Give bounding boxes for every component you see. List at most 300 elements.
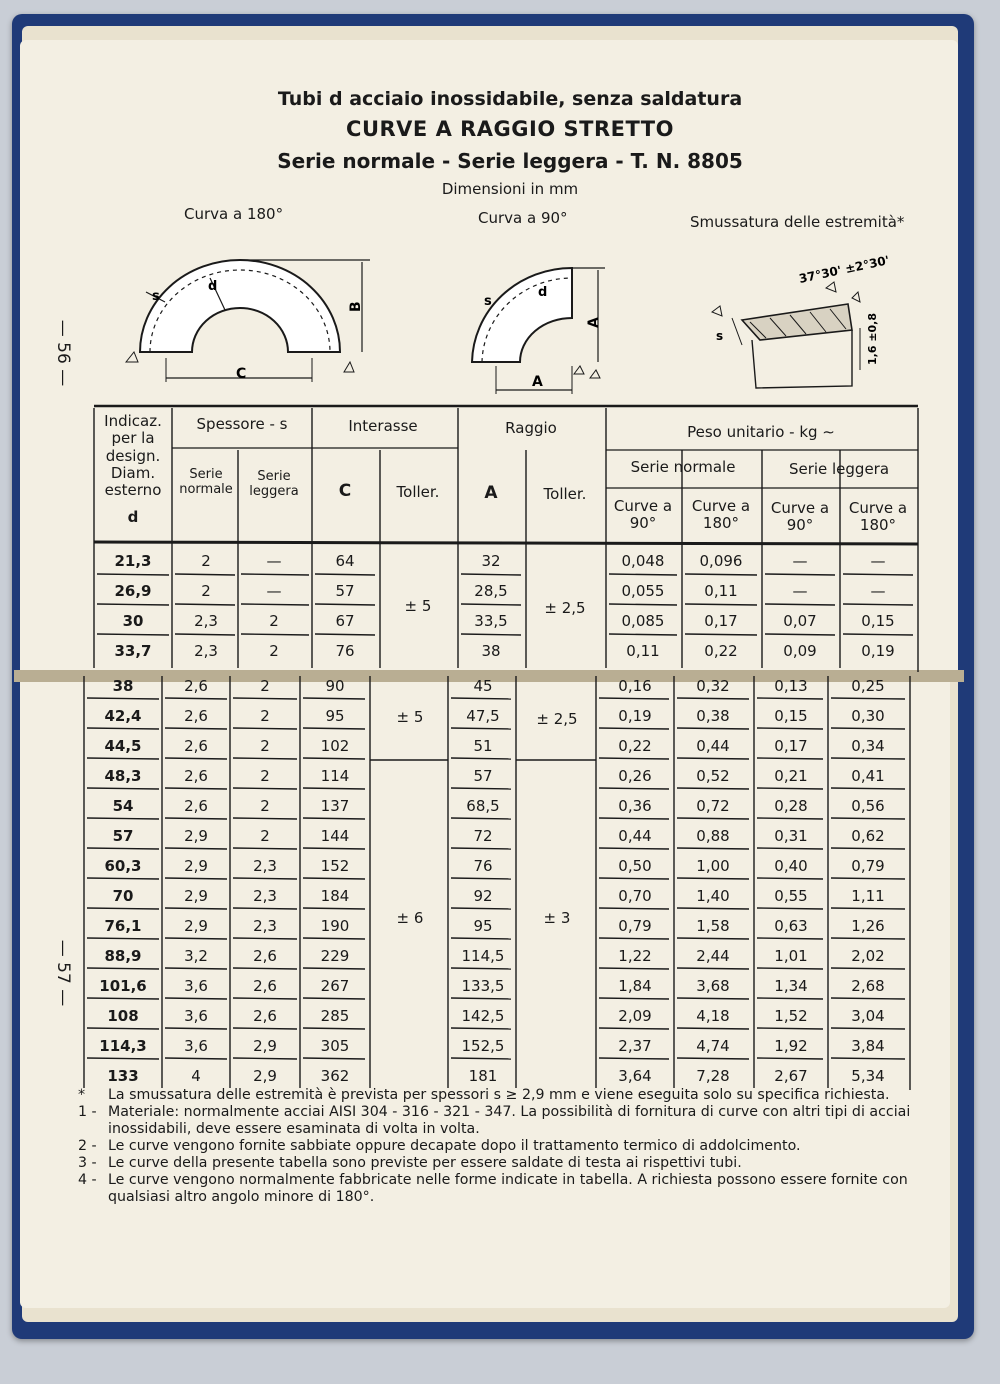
cell-kg-n180: 0,17 [704,612,738,630]
table-rule [94,542,918,544]
cell-s-normale: 2,9 [184,827,208,845]
cell-kg-n180: 0,11 [704,582,738,600]
cell-kg-l90: 0,21 [774,767,808,785]
cell-kg-n90: 0,26 [618,767,652,785]
cell-c: 305 [320,1037,350,1055]
hdr-interasse: Interasse [348,417,418,435]
table-rule [303,878,365,879]
cell-kg-l180: — [870,552,886,570]
cell-s-leggera: 2,3 [253,887,277,905]
table-rule [451,968,511,969]
table-rule [233,848,297,849]
cell-s-normale: 2,9 [184,917,208,935]
cell-s-leggera: 2 [260,767,270,785]
table-rule [451,788,511,789]
cell-kg-l180: 1,11 [851,887,885,905]
cell-s-leggera: 2 [269,642,279,660]
cell-diam: 30 [122,612,144,630]
cell-diam: 108 [107,1007,139,1025]
cell-kg-l90: 0,17 [774,737,808,755]
page-number-bottom: — 57 — [53,939,74,1007]
table-rule [757,878,823,879]
cell-c: 267 [320,977,350,995]
hdr-raggio: Raggio [505,419,557,437]
cell-diam: 54 [112,797,134,815]
table-rule [831,878,905,879]
cell-kg-n90: 0,085 [621,612,665,630]
table-rule [233,1028,297,1029]
table-rule [451,938,511,939]
table-rule [609,634,677,635]
cell-s-normale: 3,6 [184,1037,208,1055]
table-rule [831,728,905,729]
cell-diam: 70 [112,887,134,905]
table-rule [831,758,905,759]
cell-s-leggera: — [266,582,282,600]
table-rule [165,938,227,939]
table-rule [757,848,823,849]
table-rule [599,848,669,849]
cell-kg-l90: 0,40 [774,857,808,875]
title-line2: CURVE A RAGGIO STRETTO [346,117,674,141]
cell-diam: 114,3 [99,1037,147,1055]
table-rule [757,908,823,909]
table-rule [831,1058,905,1059]
table-rule [87,698,159,699]
cell-kg-n90: 0,19 [618,707,652,725]
table-rule [165,698,227,699]
curve90-a1: A [532,374,543,390]
cell-diam: 101,6 [99,977,147,995]
hdr-curve180b: Curve a 180° [848,499,908,535]
curve90-d: d [538,285,548,300]
cell-c: 152 [320,857,350,875]
table-rule [87,848,159,849]
hdr-curve90: Curve a 90° [613,497,673,533]
hdr-d: d [127,508,139,526]
table-rule [599,908,669,909]
note-star: * La smussatura delle estremità è prevista per spessori s ≥ 2,9 mm e viene eseguita solo su specifica richiesta. [78,1087,890,1103]
table-rule [599,698,669,699]
cell-kg-l180: 1,26 [851,917,885,935]
table-rule [87,818,159,819]
cell-a: 95 [473,917,493,935]
table-rule [677,818,749,819]
cell-kg-n90: 0,36 [618,797,652,815]
table-rule [87,968,159,969]
table-rule [87,998,159,999]
title-line1: Tubi d acciaio inossidabile, senza saldatura [277,88,743,110]
table-rule [599,968,669,969]
cell-s-leggera: 2,3 [253,917,277,935]
cell-kg-n90: 0,16 [618,677,652,695]
cell-kg-n90: 1,22 [618,947,652,965]
cell-kg-n180: 3,68 [696,977,730,995]
table-rule [757,938,823,939]
cell-kg-l180: 2,02 [851,947,885,965]
cell-kg-n180: 1,00 [696,857,730,875]
cell-kg-l180: 0,15 [861,612,895,630]
cell-kg-l90: 1,92 [774,1037,808,1055]
table-rule [233,758,297,759]
table-rule [87,938,159,939]
tol-top-a: ± 2,5 [544,599,586,617]
table-rule [599,878,669,879]
table-rule [831,998,905,999]
table-rule [165,1058,227,1059]
cell-kg-l90: 0,09 [783,642,817,660]
table-rule [843,604,913,605]
cell-a: 133,5 [461,977,505,995]
cell-s-leggera: 2,6 [253,1007,277,1025]
table-rule [233,1058,297,1059]
table-rule [609,574,677,575]
cell-diam: 76,1 [104,917,142,935]
cell-kg-n90: 0,44 [618,827,652,845]
table-rule [303,758,365,759]
cell-a: 45 [473,677,493,695]
page-number-top: — 56 — [53,319,74,387]
table-rule [831,968,905,969]
table-rule [233,968,297,969]
table-rule [233,998,297,999]
cell-kg-l180: 0,19 [861,642,895,660]
cell-s-leggera: 2 [260,797,270,815]
hdr-serie-leggera: Serie leggera [249,469,299,499]
table-rule [165,728,227,729]
curve180-label: Curva a 180° [184,205,284,223]
table-rule [315,604,375,605]
table-rule [677,788,749,789]
cell-diam: 60,3 [104,857,142,875]
table-rule [97,634,169,635]
table-rule [831,848,905,849]
table-rule [451,818,511,819]
table-rule [843,634,913,635]
curve90-a2: A [586,317,602,328]
cell-s-leggera: 2 [260,707,270,725]
cell-kg-l180: 0,41 [851,767,885,785]
table-rule [165,878,227,879]
table-rule [303,788,365,789]
cell-kg-n90: 0,055 [621,582,665,600]
table-rule [765,634,835,635]
cell-c: 144 [320,827,350,845]
table-rule [241,604,309,605]
cell-kg-l90: 0,07 [783,612,817,630]
table-rule [461,574,521,575]
table-rule [315,574,375,575]
table-rule [165,818,227,819]
cell-s-normale: 2,3 [194,612,218,630]
cell-kg-l180: 0,25 [851,677,885,695]
cell-kg-l180: 2,68 [851,977,885,995]
table-rule [677,998,749,999]
table-rule [757,1028,823,1029]
hdr-spessore: Spessore - s [196,415,288,433]
cell-c: 90 [325,677,345,695]
table-rule [677,698,749,699]
table-rule [451,998,511,999]
cell-kg-n180: 2,44 [696,947,730,965]
table-rule [241,574,309,575]
tol-top-c: ± 5 [404,597,432,615]
table-rule [303,728,365,729]
cell-s-normale: 2,6 [184,707,208,725]
curve90-s: s [484,294,492,309]
cell-kg-n180: 0,22 [704,642,738,660]
cell-kg-l90: 0,31 [774,827,808,845]
cell-kg-n180: 0,52 [696,767,730,785]
table-rule [843,574,913,575]
cell-s-normale: 2,6 [184,677,208,695]
hdr-curve90b: Curve a 90° [770,499,830,535]
note-1: 1 - Materiale: normalmente acciai AISI 304 - 316 - 321 - 347. La possibilità di fornitura di curve con altri tipi di acciai inossidabili, deve essere esaminata di volta in volta. [78,1104,911,1137]
table-rule [757,758,823,759]
table-rule [757,1058,823,1059]
table-rule [831,908,905,909]
table-rule [303,998,365,999]
table-rule [451,728,511,729]
cell-kg-n90: 0,50 [618,857,652,875]
cell-kg-l90: 2,67 [774,1067,808,1085]
cell-diam: 42,4 [104,707,142,725]
table-rule [831,788,905,789]
table-rule [757,998,823,999]
cell-kg-n180: 4,18 [696,1007,730,1025]
table-rule [165,848,227,849]
table-rule [685,604,757,605]
cell-s-normale: 3,2 [184,947,208,965]
table-rule [831,818,905,819]
tol-b2-a: ± 3 [543,909,571,927]
cell-kg-l180: 0,56 [851,797,885,815]
table-rule [765,604,835,605]
cell-s-leggera: 2,3 [253,857,277,875]
cell-c: 362 [320,1067,350,1085]
table-rule [757,818,823,819]
table-rule [451,848,511,849]
table-rule [303,1058,365,1059]
table-rule [233,938,297,939]
cell-a: 72 [473,827,493,845]
bevel-angle: 37°30' ±2°30' [797,253,891,286]
bevel-height: 1,6 ±0,8 [866,312,879,365]
table-rule [165,998,227,999]
cell-s-leggera: 2,6 [253,947,277,965]
table-rule [451,1058,511,1059]
cell-kg-n180: 1,58 [696,917,730,935]
cell-c: 76 [335,642,355,660]
cell-kg-l90: 1,52 [774,1007,808,1025]
curve180-s: s [152,289,160,304]
hdr-serie-normale: Serie normale [179,467,233,497]
table-rule [233,908,297,909]
cell-a: 28,5 [474,582,508,600]
cell-kg-n180: 0,44 [696,737,730,755]
cell-kg-n180: 4,74 [696,1037,730,1055]
cell-kg-n90: 0,70 [618,887,652,905]
cell-c: 229 [320,947,350,965]
cell-a: 181 [468,1067,498,1085]
table-rule [303,818,365,819]
cell-a: 142,5 [461,1007,505,1025]
cell-c: 137 [320,797,350,815]
cell-kg-l90: 1,01 [774,947,808,965]
cell-a: 68,5 [466,797,500,815]
table-rule [599,728,669,729]
hdr-curve180: Curve a 180° [691,497,751,533]
table-rule [831,1028,905,1029]
cell-kg-l180: 5,34 [851,1067,885,1085]
table-rule [175,604,235,605]
table-rule [831,938,905,939]
cell-diam: 133 [107,1067,139,1085]
tol-b1-c: ± 5 [396,708,424,726]
table-rule [599,938,669,939]
curve180-c: C [236,366,247,382]
table-rule [757,788,823,789]
table-rule [233,878,297,879]
cell-diam: 57 [112,827,134,845]
cell-diam: 21,3 [114,552,152,570]
table-rule [233,818,297,819]
table-rule [165,788,227,789]
tol-b2-c: ± 6 [396,909,424,927]
cell-c: 67 [335,612,355,630]
table-rule [87,1058,159,1059]
table-rule [233,788,297,789]
bevel-diagram [712,282,860,388]
notes [78,1087,918,1206]
cell-s-leggera: 2,6 [253,977,277,995]
cell-a: 57 [473,767,493,785]
table-rule [87,1028,159,1029]
table-rule [677,968,749,969]
title-line4: Dimensioni in mm [441,180,579,198]
cell-a: 47,5 [466,707,500,725]
table-rule [757,728,823,729]
cell-s-normale: 2,9 [184,887,208,905]
cell-kg-l180: 3,04 [851,1007,885,1025]
table-rule [677,848,749,849]
table-rule [451,1028,511,1029]
cell-kg-n90: 0,79 [618,917,652,935]
curve180-d: d [208,279,218,294]
table-rule [757,698,823,699]
table-rule [757,968,823,969]
cell-kg-n90: 2,37 [618,1037,652,1055]
table-rule [303,848,365,849]
cell-kg-n180: 0,88 [696,827,730,845]
cell-kg-n180: 0,32 [696,677,730,695]
cell-s-leggera: 2 [260,677,270,695]
table-rule [677,1058,749,1059]
hdr-indicaz: Indicaz. per la design. Diam. esterno [104,412,162,499]
bevel-label: Smussatura delle estremità* [690,213,905,231]
cell-c: 64 [335,552,355,570]
cell-a: 152,5 [461,1037,505,1055]
hdr-toller1: Toller. [396,483,440,501]
table-rule [87,728,159,729]
cell-kg-l180: 0,34 [851,737,885,755]
title-line3: Serie normale - Serie leggera - T. N. 8805 [277,149,743,173]
cell-kg-n180: 1,40 [696,887,730,905]
curve180-diagram [126,260,370,382]
cell-kg-l180: — [870,582,886,600]
cell-diam: 88,9 [104,947,142,965]
table-rule [165,1028,227,1029]
table-rule [451,758,511,759]
cell-kg-l180: 0,30 [851,707,885,725]
cell-s-normale: 2 [201,582,211,600]
cell-s-normale: 2,6 [184,737,208,755]
table-rule [303,1028,365,1029]
hdr-peso-leggera: Serie leggera [788,460,890,478]
cell-s-leggera: 2 [260,737,270,755]
cell-a: 38 [481,642,501,660]
tol-b1-a: ± 2,5 [536,710,578,728]
cell-c: 102 [320,737,350,755]
table-rule [599,758,669,759]
cell-diam: 44,5 [104,737,142,755]
table-rule [175,634,235,635]
table-rule [87,908,159,909]
table-rule [599,1028,669,1029]
table-rule [241,634,309,635]
cell-s-normale: 2,6 [184,767,208,785]
table-rule [165,908,227,909]
cell-kg-n90: 3,64 [618,1067,652,1085]
cell-a: 33,5 [474,612,508,630]
hdr-peso: Peso unitario - kg ∼ [687,423,835,441]
cell-a: 76 [473,857,493,875]
table-rule [599,998,669,999]
table-rule [599,788,669,789]
cell-diam: 48,3 [104,767,142,785]
cell-kg-l90: 1,34 [774,977,808,995]
table-rule [451,698,511,699]
hdr-a: A [484,483,498,503]
cell-a: 32 [481,552,501,570]
table-rule [87,758,159,759]
hdr-peso-normale: Serie normale [630,458,736,476]
curve90-label: Curva a 90° [478,209,568,227]
cell-kg-n90: 0,048 [621,552,665,570]
cell-s-normale: 2,3 [194,642,218,660]
cell-kg-l90: 0,55 [774,887,808,905]
cell-kg-l90: 0,63 [774,917,808,935]
cell-kg-l90: 0,13 [774,677,808,695]
cell-a: 114,5 [461,947,505,965]
table-rule [599,818,669,819]
cell-s-normale: 4 [191,1067,201,1085]
table-rule [233,698,297,699]
cell-kg-l90: — [792,582,808,600]
table-rule [165,968,227,969]
table-rule [677,728,749,729]
cell-kg-n90: 1,84 [618,977,652,995]
table-rule [609,604,677,605]
table-rule [765,574,835,575]
cell-kg-n90: 2,09 [618,1007,652,1025]
cell-kg-l180: 0,79 [851,857,885,875]
table-rule [677,1028,749,1029]
table-rule [165,758,227,759]
table-rule [233,728,297,729]
cell-kg-l90: 0,28 [774,797,808,815]
hdr-toller2: Toller. [543,485,587,503]
